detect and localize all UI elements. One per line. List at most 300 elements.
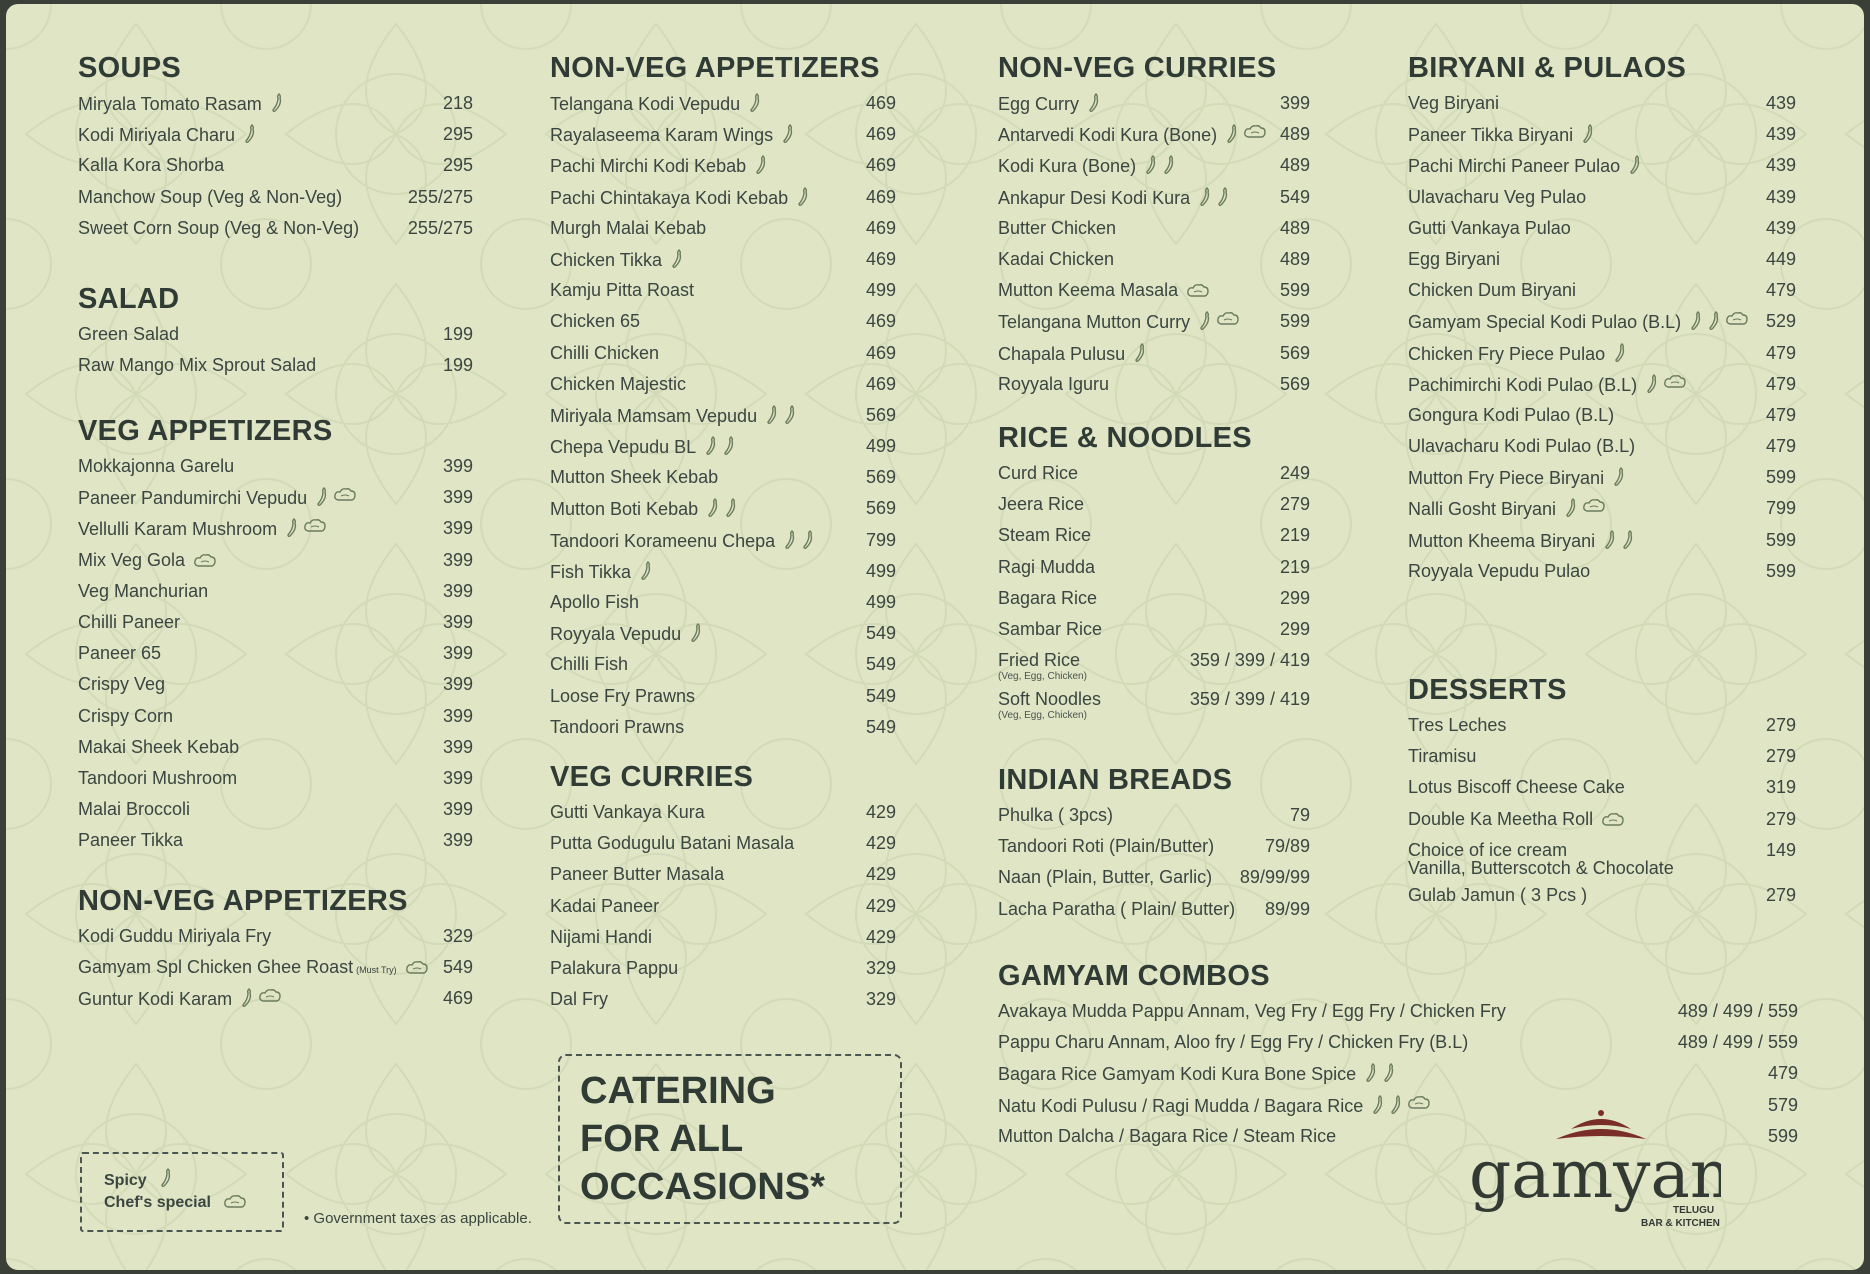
section-title: GAMYAM COMBOS bbox=[998, 960, 1270, 992]
item-name: Telangana Mutton Curry bbox=[998, 311, 1240, 333]
menu-item bbox=[1408, 526, 1796, 557]
item-name: Kodi Guddu Miriyala Fry bbox=[78, 926, 272, 946]
chili-icon bbox=[670, 249, 684, 269]
item-price: 479 bbox=[1765, 342, 1796, 363]
menu-item bbox=[998, 832, 1310, 863]
menu-item bbox=[998, 553, 1310, 584]
item-name: Vellulli Karam Mushroom bbox=[78, 518, 327, 540]
item-icons bbox=[1601, 812, 1625, 828]
item-price: 149 bbox=[1765, 839, 1796, 860]
item-name: Veg Manchurian bbox=[78, 580, 209, 601]
menu-item bbox=[1408, 276, 1796, 307]
menu-item bbox=[550, 370, 896, 401]
chili-icon bbox=[724, 498, 738, 518]
chef-hat-icon bbox=[1216, 311, 1240, 327]
menu-item bbox=[550, 588, 896, 619]
item-price: 489 bbox=[1279, 248, 1310, 269]
menu-item bbox=[550, 682, 896, 713]
item-price: 469 bbox=[865, 93, 896, 113]
chef-hat-icon bbox=[1663, 374, 1687, 390]
item-price: 439 bbox=[1765, 186, 1796, 207]
item-name: Butter Chicken bbox=[998, 217, 1117, 238]
item-price: 599 bbox=[1765, 467, 1796, 488]
item-name: Sambar Rice bbox=[998, 618, 1103, 639]
item-name: Chepa Vepudu BL bbox=[550, 436, 736, 458]
chef-hat-icon bbox=[1725, 311, 1749, 327]
chili-icon bbox=[159, 1168, 173, 1188]
item-name: Egg Curry bbox=[998, 93, 1101, 115]
menu-item bbox=[78, 214, 473, 245]
chili-icon bbox=[801, 530, 815, 550]
brand-logo bbox=[1461, 1099, 1721, 1249]
item-price: 479 bbox=[1767, 1063, 1798, 1084]
catering-box bbox=[558, 1054, 902, 1224]
item-price: 299 bbox=[1279, 618, 1310, 639]
item-name: Paneer Butter Masala bbox=[550, 864, 725, 885]
chef-hat-icon bbox=[333, 487, 357, 503]
menu-item bbox=[998, 214, 1310, 245]
item-price: 469 bbox=[865, 342, 896, 363]
legend-icon bbox=[223, 1194, 247, 1210]
menu-item bbox=[1408, 742, 1796, 773]
chili-icon bbox=[1198, 187, 1212, 207]
menu-item bbox=[78, 795, 473, 826]
item-name: Gutti Vankaya Pulao bbox=[1408, 217, 1571, 238]
menu-item bbox=[550, 860, 896, 891]
item-name: Telangana Kodi Vepudu bbox=[550, 93, 762, 115]
item-name: Ulavacharu Veg Pulao bbox=[1408, 186, 1587, 207]
item-price: 279 bbox=[1765, 884, 1796, 905]
item-name: Chilli Chicken bbox=[550, 342, 660, 363]
item-price: 449 bbox=[1765, 248, 1796, 269]
menu-item bbox=[550, 183, 896, 214]
chili-icon bbox=[1689, 311, 1703, 331]
menu-item bbox=[78, 351, 473, 382]
item-price: 549 bbox=[442, 957, 473, 978]
item-icons bbox=[706, 498, 738, 518]
chili-icon bbox=[1389, 1095, 1403, 1115]
item-name: Avakaya Mudda Pappu Annam, Veg Fry / Egg Fry / Chicken Fry bbox=[998, 1001, 1506, 1021]
item-icons bbox=[765, 405, 797, 425]
item-price: 218 bbox=[442, 93, 473, 113]
section-rice-noodles bbox=[998, 422, 1310, 724]
item-price: 399 bbox=[442, 674, 473, 695]
item-name: Antarvedi Kodi Kura (Bone) bbox=[998, 124, 1267, 146]
legend-box bbox=[80, 1152, 284, 1232]
menu-item bbox=[998, 120, 1310, 151]
item-name: Paneer Tikka bbox=[78, 830, 184, 851]
item-price: 399 bbox=[442, 705, 473, 726]
menu-item bbox=[1408, 881, 1796, 912]
item-price: 399 bbox=[442, 736, 473, 757]
section-title: VEG APPETIZERS bbox=[78, 415, 333, 447]
item-name: Raw Mango Mix Sprout Salad bbox=[78, 355, 317, 376]
chili-icon bbox=[1707, 311, 1721, 331]
item-price: 489 / 499 / 559 bbox=[1677, 1001, 1798, 1021]
item-price: 569 bbox=[865, 498, 896, 519]
menu-item bbox=[998, 459, 1310, 490]
item-price: 399 bbox=[442, 611, 473, 632]
menu-item bbox=[78, 922, 473, 953]
item-price: 479 bbox=[1765, 404, 1796, 425]
item-name: Pachi Mirchi Paneer Pulao bbox=[1408, 155, 1642, 177]
item-icons bbox=[1198, 311, 1240, 331]
item-price: 79 bbox=[1289, 805, 1310, 825]
menu-item bbox=[1408, 183, 1796, 214]
item-name: Dal Fry bbox=[550, 989, 608, 1010]
item-note: (Must Try) bbox=[356, 965, 397, 976]
menu-item bbox=[1408, 339, 1796, 370]
item-price: 429 bbox=[865, 802, 896, 822]
item-name: Miriyala Mamsam Vepudu bbox=[550, 405, 797, 427]
chef-hat-icon bbox=[1407, 1095, 1431, 1111]
chili-icon bbox=[1645, 374, 1659, 394]
item-name: Lacha Paratha ( Plain/ Butter) bbox=[998, 898, 1236, 919]
menu-item bbox=[550, 339, 896, 370]
item-name: Manchow Soup (Veg & Non-Veg) bbox=[78, 186, 343, 207]
item-price: 329 bbox=[865, 957, 896, 978]
item-name: Curd Rice bbox=[998, 463, 1079, 483]
chili-icon bbox=[1144, 155, 1158, 175]
item-price: 255/275 bbox=[407, 217, 473, 238]
item-name: Loose Fry Prawns bbox=[550, 685, 696, 706]
menu-item bbox=[1408, 773, 1796, 804]
chili-icon bbox=[270, 93, 284, 113]
item-price: 79/89 bbox=[1264, 836, 1310, 857]
item-price: 89/99 bbox=[1264, 898, 1310, 919]
item-name: Double Ka Meetha Roll bbox=[1408, 809, 1625, 830]
item-price: 529 bbox=[1765, 311, 1796, 332]
item-price: 469 bbox=[865, 155, 896, 176]
item-price: 399 bbox=[442, 549, 473, 570]
logo-tagline-1: TELUGU bbox=[1673, 1205, 1715, 1216]
item-name: Palakura Pappu bbox=[550, 957, 679, 978]
chili-icon bbox=[1628, 155, 1642, 175]
item-price: 399 bbox=[442, 518, 473, 539]
menu-item bbox=[998, 339, 1310, 370]
item-name: Mutton Sheek Kebab bbox=[550, 467, 719, 488]
chili-icon bbox=[315, 487, 329, 507]
item-price: 219 bbox=[1279, 525, 1310, 546]
item-name: Soft Noodles bbox=[998, 689, 1102, 710]
menu-item bbox=[998, 307, 1310, 338]
section-title: SALAD bbox=[78, 283, 180, 315]
menu-item bbox=[998, 997, 1798, 1028]
item-icons bbox=[405, 960, 429, 976]
item-name: Apollo Fish bbox=[550, 592, 640, 612]
chef-hat-icon bbox=[1582, 498, 1606, 514]
chili-icon bbox=[1612, 467, 1626, 487]
item-icons bbox=[783, 530, 815, 550]
item-name: Mutton Dalcha / Bagara Rice / Steam Rice bbox=[998, 1125, 1337, 1146]
menu-item bbox=[998, 490, 1310, 521]
menu-item bbox=[550, 798, 896, 829]
item-name: Tiramisu bbox=[1408, 746, 1477, 767]
menu-item bbox=[78, 670, 473, 701]
item-price: 549 bbox=[865, 685, 896, 706]
item-name: Makai Sheek Kebab bbox=[78, 736, 240, 757]
menu-item bbox=[998, 615, 1310, 646]
chef-hat-icon bbox=[1186, 283, 1210, 299]
item-name: Ulavacharu Kodi Pulao (B.L) bbox=[1408, 436, 1636, 457]
item-price: 399 bbox=[1279, 93, 1310, 113]
chili-icon bbox=[783, 530, 797, 550]
item-price: 479 bbox=[1765, 436, 1796, 457]
item-price: 219 bbox=[1279, 556, 1310, 577]
menu-item bbox=[1408, 432, 1796, 463]
menu-item bbox=[550, 276, 896, 307]
item-name: Mokkajonna Garelu bbox=[78, 456, 235, 476]
item-name: Steam Rice bbox=[998, 525, 1092, 546]
item-price: 499 bbox=[865, 592, 896, 612]
item-price: 599 bbox=[1765, 529, 1796, 550]
section-veg-appetizers bbox=[78, 415, 473, 857]
item-subtitle: (Veg, Egg, Chicken) bbox=[998, 671, 1087, 683]
item-name: Mutton Boti Kebab bbox=[550, 498, 738, 520]
menu-item bbox=[1408, 401, 1796, 432]
item-price: 489 bbox=[1279, 124, 1310, 145]
item-name: Kadai Paneer bbox=[550, 895, 660, 916]
item-price: 479 bbox=[1765, 373, 1796, 394]
item-price: 295 bbox=[442, 155, 473, 176]
item-name: Royyala Vepudu bbox=[550, 623, 703, 645]
item-name: Pappu Charu Annam, Aloo fry / Egg Fry / Chicken Fry (B.L) bbox=[998, 1032, 1469, 1053]
menu-item bbox=[78, 826, 473, 857]
item-name: Ragi Mudda bbox=[998, 556, 1096, 577]
menu-item bbox=[998, 521, 1310, 552]
item-price: 89/99/99 bbox=[1239, 867, 1310, 888]
menu-item bbox=[998, 685, 1310, 724]
menu-item bbox=[550, 89, 896, 120]
item-name: Veg Biryani bbox=[1408, 93, 1500, 113]
item-icons bbox=[748, 93, 762, 113]
item-price: 279 bbox=[1765, 715, 1796, 735]
logo-wordmark: gamya bbox=[1469, 1136, 1690, 1213]
item-icons bbox=[1364, 1063, 1396, 1083]
section-title: NON-VEG APPETIZERS bbox=[78, 885, 408, 917]
item-name: Rayalaseema Karam Wings bbox=[550, 124, 795, 146]
menu-item bbox=[998, 245, 1310, 276]
menu-item bbox=[550, 151, 896, 182]
item-icons bbox=[781, 124, 795, 144]
item-name: Chapala Pulusu bbox=[998, 343, 1147, 365]
item-price: 499 bbox=[865, 280, 896, 301]
item-price: 599 bbox=[1279, 280, 1310, 301]
item-subtitle: Vanilla, Butterscotch & Chocolate bbox=[1408, 857, 1674, 878]
chili-icon bbox=[765, 405, 779, 425]
item-name: Guntur Kodi Karam bbox=[78, 988, 282, 1010]
chili-icon bbox=[706, 498, 720, 518]
item-price: 429 bbox=[865, 833, 896, 854]
chili-icon bbox=[781, 124, 795, 144]
item-name: Pachi Mirchi Kodi Kebab bbox=[550, 155, 768, 177]
item-name: Mix Veg Gola bbox=[78, 550, 217, 571]
item-name: Fish Tikka bbox=[550, 561, 653, 583]
section-title: INDIAN BREADS bbox=[998, 764, 1233, 796]
logo-tagline-2: BAR & KITCHEN bbox=[1641, 1218, 1720, 1229]
section-title: VEG CURRIES bbox=[550, 761, 754, 793]
item-name: Chicken Dum Biryani bbox=[1408, 280, 1577, 301]
item-price: 439 bbox=[1765, 155, 1796, 176]
item-name: Tandoori Prawns bbox=[550, 716, 685, 737]
menu-item bbox=[1408, 245, 1796, 276]
menu-item bbox=[78, 733, 473, 764]
item-price: 255/275 bbox=[407, 186, 473, 207]
menu-item bbox=[998, 370, 1310, 401]
item-price: 489 bbox=[1279, 217, 1310, 238]
chili-icon bbox=[1364, 1063, 1378, 1083]
chili-icon bbox=[1162, 155, 1176, 175]
item-icons bbox=[704, 436, 736, 456]
item-price: 469 bbox=[865, 186, 896, 207]
item-name: Nalli Gosht Biryani bbox=[1408, 498, 1606, 520]
section-title: DESSERTS bbox=[1408, 674, 1567, 706]
chili-icon bbox=[1564, 498, 1578, 518]
menu-item bbox=[550, 401, 896, 432]
menu-item bbox=[550, 650, 896, 681]
item-name: Egg Biryani bbox=[1408, 248, 1501, 269]
item-name: Murgh Malai Kebab bbox=[550, 217, 707, 238]
chili-icon bbox=[285, 518, 299, 538]
legend-spicy-label: Spicy bbox=[104, 1172, 147, 1189]
menu-item bbox=[1408, 89, 1796, 120]
section-title: SOUPS bbox=[78, 52, 182, 84]
menu-item bbox=[1408, 214, 1796, 245]
menu-item bbox=[550, 432, 896, 463]
chef-hat-icon bbox=[1243, 124, 1267, 140]
menu-item bbox=[1408, 307, 1796, 338]
section-salad bbox=[78, 283, 473, 382]
item-price: 359 / 399 / 419 bbox=[1189, 689, 1310, 710]
menu-item bbox=[78, 151, 473, 182]
item-price: 569 bbox=[865, 467, 896, 488]
item-price: 469 bbox=[442, 988, 473, 1009]
item-price: 399 bbox=[442, 580, 473, 601]
item-price: 429 bbox=[865, 864, 896, 885]
item-name: Bagara Rice bbox=[998, 587, 1098, 608]
menu-item bbox=[550, 923, 896, 954]
item-name: Tandoori Mushroom bbox=[78, 767, 238, 788]
item-price: 579 bbox=[1767, 1094, 1798, 1115]
menu-item bbox=[998, 584, 1310, 615]
menu-item bbox=[998, 183, 1310, 214]
item-price: 199 bbox=[442, 355, 473, 376]
menu-item bbox=[550, 307, 896, 338]
item-price: 329 bbox=[865, 989, 896, 1010]
item-name: Tandoori Korameenu Chepa bbox=[550, 530, 815, 552]
chef-hat-icon bbox=[193, 553, 217, 569]
menu-item bbox=[1408, 494, 1796, 525]
chef-hat-icon bbox=[1601, 812, 1625, 828]
menu-item bbox=[550, 494, 896, 525]
chili-icon bbox=[1133, 343, 1147, 363]
item-icons bbox=[240, 988, 282, 1008]
chef-hat-icon bbox=[223, 1194, 247, 1210]
menu-item bbox=[78, 483, 473, 514]
item-price: 469 bbox=[865, 311, 896, 332]
chili-icon bbox=[240, 988, 254, 1008]
chef-hat-icon bbox=[303, 518, 327, 534]
item-price: 599 bbox=[1279, 311, 1310, 332]
item-price: 479 bbox=[1765, 280, 1796, 301]
menu-item bbox=[78, 764, 473, 795]
chili-icon bbox=[689, 623, 703, 643]
item-price: 279 bbox=[1765, 808, 1796, 829]
chili-icon bbox=[1603, 530, 1617, 550]
section-biryani bbox=[1408, 52, 1796, 588]
item-name: Gongura Kodi Pulao (B.L) bbox=[1408, 404, 1615, 425]
item-price: 549 bbox=[865, 654, 896, 675]
chili-icon bbox=[783, 405, 797, 425]
item-icons bbox=[639, 561, 653, 581]
item-name: Mutton Fry Piece Biryani bbox=[1408, 467, 1626, 489]
item-price: 799 bbox=[865, 529, 896, 550]
menu-item bbox=[998, 1028, 1798, 1059]
item-name: Paneer 65 bbox=[78, 643, 162, 664]
menu-item bbox=[998, 801, 1310, 832]
item-price: 599 bbox=[1765, 560, 1796, 581]
item-price: 299 bbox=[1279, 587, 1310, 608]
item-name: Chicken 65 bbox=[550, 311, 641, 332]
chili-icon bbox=[1225, 124, 1239, 144]
item-price: 439 bbox=[1765, 124, 1796, 145]
menu-item bbox=[1408, 805, 1796, 836]
item-name: Phulka ( 3pcs) bbox=[998, 805, 1114, 825]
menu-item bbox=[78, 546, 473, 577]
item-icons bbox=[1198, 187, 1230, 207]
section-nonveg-appetizers bbox=[78, 885, 473, 1016]
item-icons bbox=[1225, 124, 1267, 144]
item-price: 359 / 399 / 419 bbox=[1189, 650, 1310, 671]
item-name: Bagara Rice Gamyam Kodi Kura Bone Spice bbox=[998, 1063, 1396, 1085]
menu-item bbox=[1408, 370, 1796, 401]
item-icons bbox=[315, 487, 357, 507]
item-name: Naan (Plain, Butter, Garlic) bbox=[998, 867, 1213, 888]
chili-icon bbox=[1621, 530, 1635, 550]
item-name: Fried Rice bbox=[998, 650, 1081, 671]
item-name: Crispy Veg bbox=[78, 674, 166, 695]
item-price: 549 bbox=[1279, 186, 1310, 207]
item-icons bbox=[270, 93, 284, 113]
item-price: 399 bbox=[442, 799, 473, 820]
menu-item bbox=[78, 608, 473, 639]
item-name: Kadai Chicken bbox=[998, 248, 1115, 269]
menu-item bbox=[78, 120, 473, 151]
menu-item bbox=[550, 463, 896, 494]
section-veg-curries bbox=[550, 761, 896, 1016]
chili-icon bbox=[1371, 1095, 1385, 1115]
item-name: Kodi Miriyala Charu bbox=[78, 124, 257, 146]
menu-item bbox=[550, 214, 896, 245]
item-name: Miryala Tomato Rasam bbox=[78, 93, 284, 115]
item-icons bbox=[796, 187, 810, 207]
item-price: 489 bbox=[1279, 155, 1310, 176]
item-name: Choice of ice cream bbox=[1408, 839, 1568, 860]
item-price: 499 bbox=[865, 560, 896, 581]
item-name: Mutton Keema Masala bbox=[998, 280, 1210, 301]
menu-item bbox=[1408, 463, 1796, 494]
menu-item bbox=[78, 514, 473, 545]
item-name: Pachi Chintakaya Kodi Kebab bbox=[550, 187, 810, 209]
menu-item bbox=[998, 89, 1310, 120]
chili-icon bbox=[722, 436, 736, 456]
item-icons bbox=[1645, 374, 1687, 394]
item-icons bbox=[1612, 467, 1626, 487]
chili-icon bbox=[1087, 93, 1101, 113]
legend-icon bbox=[159, 1168, 173, 1188]
item-price: 319 bbox=[1765, 777, 1796, 798]
item-name: Royyala Vepudu Pulao bbox=[1408, 560, 1591, 581]
